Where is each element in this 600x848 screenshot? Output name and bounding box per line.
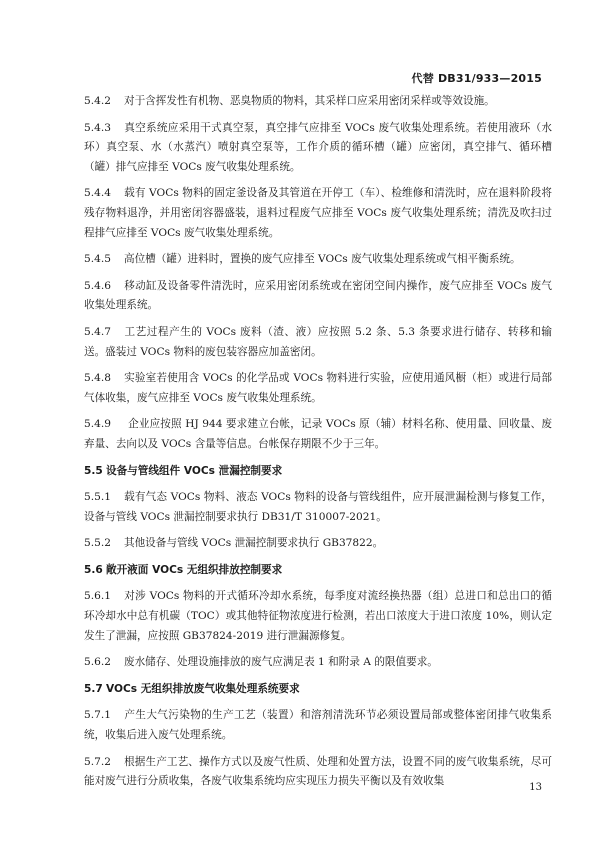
section-heading-5-7: [84, 680, 552, 700]
clause-number: 5.4.9: [84, 418, 111, 431]
clause-text: 对涉 VOCs 物料的开式循环冷却水系统，每季度对流经换热器（组）总进口和总出口的循环冷却水中总有机碳（TOC）或其他特征物浓度进行检测，若出口浓度大于进口浓度 10%，则认定发生了泄漏，应按照 GB37824-2019 进行泄漏源修复。: [84, 590, 552, 642]
clause-text: 废水储存、处理设施排放的废气应满足表 1 和附录 A 的限值要求。: [124, 656, 438, 669]
section-number: 5.6: [84, 563, 103, 576]
clause-number: 5.4.4: [84, 187, 111, 200]
clause-number: 5.5.2: [84, 537, 111, 550]
section-title: 设备与管线组件 VOCs 泄漏控制要求: [106, 464, 283, 477]
clause-5-6-2: [84, 653, 552, 673]
clause-text: 载有 VOCs 物料的固定釜设备及其管道在开停工（车）、检维修和清洗时，应在退料阶段将残存物料退净，并用密闭容器盛装，退料过程废气应排至 VOCs 废气收集处理系统；清洗及吹扫过程排气应排至 VOCs 废气收集处理系统。: [84, 187, 552, 239]
clause-text: 根据生产工艺、操作方式以及废气性质、处理和处置方法，设置不同的废气收集系统，尽可能对废气进行分质收集，各废气收集系统均应实现压力损失平衡以及有效收集: [84, 755, 552, 788]
clause-number: 5.6.2: [84, 656, 111, 669]
clause-5-4-9: [84, 415, 552, 454]
clause-5-5-2: [84, 534, 552, 554]
clause-5-4-8: [84, 369, 552, 408]
section-heading-5-5: [84, 462, 552, 482]
section-title: 敞开液面 VOCs 无组织排放控制要求: [106, 563, 283, 576]
clause-text: 载有气态 VOCs 物料、液态 VOCs 物料的设备与管线组件，应开展泄漏检测与修复工作，设备与管线 VOCs 泄漏控制要求执行 DB31/T 310007-2021。: [84, 491, 552, 523]
clause-number: 5.4.6: [84, 279, 111, 292]
clause-5-4-3: [84, 119, 552, 178]
clause-5-4-2: [84, 92, 552, 112]
clause-5-4-7: [84, 323, 552, 362]
clause-5-5-1: [84, 488, 552, 527]
clause-text: 高位槽（罐）进料时，置换的废气应排至 VOCs 废气收集处理系统或气相平衡系统。: [124, 253, 521, 266]
clause-text: 产生大气污染物的生产工艺（装置）和溶剂清洗环节必须设置局部或整体密闭排气收集系统，收集后进入废气处理系统。: [84, 709, 552, 742]
body-text: [84, 92, 552, 799]
document-code-header: 代替 DB31/933—2015: [411, 72, 542, 85]
section-title: VOCs 无组织排放废气收集处理系统要求: [106, 682, 300, 695]
clause-5-4-5: [84, 250, 552, 270]
clause-number: 5.4.2: [84, 95, 111, 107]
clause-5-4-6: [84, 277, 552, 316]
section-heading-5-6: [84, 561, 552, 581]
clause-number: 5.4.3: [84, 121, 111, 134]
clause-text: 真空系统应采用干式真空泵，真空排气应排至 VOCs 废气收集处理系统。若使用液环（水环）真空泵、水（水蒸汽）喷射真空泵等，工作介质的循环槽（罐）应密闭，真空排气、循环槽（罐）排气应排至 VOCs 废气收集处理系统。: [84, 121, 552, 173]
clause-5-7-2: [84, 753, 552, 792]
clause-text: 实验室若使用含 VOCs 的化学品或 VOCs 物料进行实验，应使用通风橱（柜）或进行局部气体收集，废气应排至 VOCs 废气收集处理系统。: [84, 372, 552, 404]
clause-5-6-1: [84, 587, 552, 646]
clause-number: 5.5.1: [84, 491, 111, 504]
clause-number: 5.7.2: [84, 755, 111, 768]
clause-number: 5.4.5: [84, 253, 111, 266]
clause-5-4-4: [84, 184, 552, 243]
clause-5-7-1: [84, 706, 552, 745]
clause-number: 5.4.8: [84, 372, 111, 385]
page-number: 13: [529, 782, 542, 793]
clause-number: 5.4.7: [84, 325, 111, 338]
clause-number: 5.7.1: [84, 709, 111, 722]
clause-text: 工艺过程产生的 VOCs 废料（渣、液）应按照 5.2 条、5.3 条要求进行储存、转移和输送。盛装过 VOCs 物料的废包装容器应加盖密闭。: [84, 325, 552, 358]
clause-number: 5.6.1: [84, 590, 111, 603]
clause-text: 对于含挥发性有机物、恶臭物质的物料，其采样口应采用密闭采样或等效设施。: [124, 95, 495, 107]
clause-text: 其他设备与管线 VOCs 泄漏控制要求执行 GB37822。: [124, 537, 384, 550]
section-number: 5.5: [84, 464, 103, 477]
clause-text: 移动缸及设备零件清洗时，应采用密闭系统或在密闭空间内操作，废气应排至 VOCs 废气收集处理系统。: [84, 279, 552, 312]
section-number: 5.7: [84, 682, 103, 695]
clause-text: 企业应按照 HJ 944 要求建立台帐，记录 VOCs 原（辅）材料名称、使用量、回收量、废弃量、去向以及 VOCs 含量等信息。台帐保存期限不少于三年。: [84, 418, 552, 450]
